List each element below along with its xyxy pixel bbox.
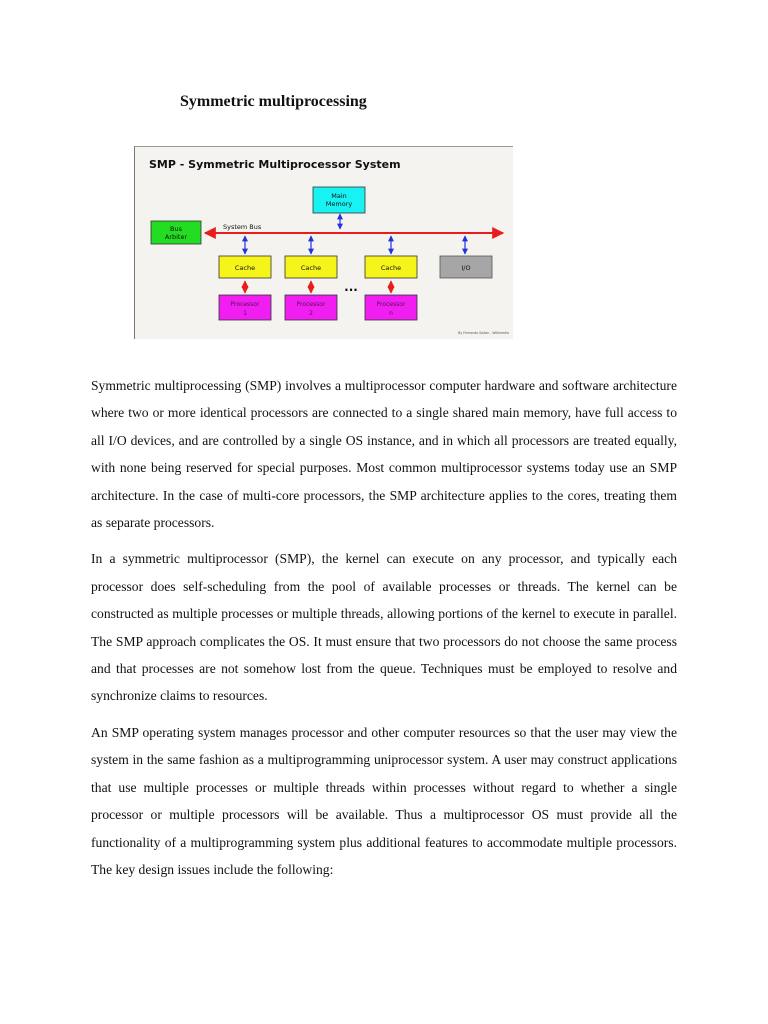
io-label: I/O: [461, 264, 471, 272]
processor-2-number: 2: [309, 310, 313, 317]
main-memory-label-2: Memory: [325, 200, 353, 208]
processor-ellipsis: ...: [344, 280, 358, 294]
diagram-credit: By Fernando Soltan - Wikimedia: [458, 331, 509, 335]
diagram-title: SMP - Symmetric Multiprocessor System: [149, 158, 401, 171]
cache-n-label: Cache: [380, 264, 402, 272]
main-memory-label-1: Main: [331, 192, 347, 200]
cache-1-label: Cache: [234, 264, 256, 272]
bus-arbiter-label-1: Bus: [170, 225, 182, 233]
cache-2-label: Cache: [300, 264, 322, 272]
processor-1-label: Processor: [230, 301, 260, 308]
body-text: [91, 372, 677, 892]
processor-1-number: 1: [243, 310, 247, 317]
bus-arbiter-label-2: Arbiter: [164, 233, 188, 241]
paragraph-3: An SMP operating system manages processor and other computer resources so that the user may view the system in the same fashion as a multiprogramming uniprocessor system. A user may construct applications that use multiple processes or multiple threads within processes without regard to whether a single processor or multiple processors will be available. Thus a multiprocessor OS must provide all the functionality of a multiprogramming system plus additional features to accommodate multiple processors. The key design issues include the following:: [91, 724, 677, 877]
paragraph-2: In a symmetric multiprocessor (SMP), the kernel can execute on any processor, and typically each processor does self-scheduling from the pool of available processes or threads. The kernel can be constructed as multiple processes or multiple threads, allowing portions of the kernel to execute in parallel. The SMP approach complicates the OS. It must ensure that two processors do not choose the same process and that processes are not somehow lost from the queue. Techniques must be employed to resolve and synchronize claims to resources.: [91, 551, 677, 704]
page-title: Symmetric multiprocessing: [180, 93, 367, 110]
smp-diagram: [134, 146, 513, 339]
paragraph-1: Symmetric multiprocessing (SMP) involves a multiprocessor computer hardware and software architecture where two or more identical processors are connected to a single shared main memory, have full access to all I/O devices, and are controlled by a single OS instance, and in which all processors are treated equally, with none being reserved for special purposes. Most common multiprocessor systems today use an SMP architecture. In the case of multi-core processors, the SMP architecture applies to the cores, treating them as separate processors.: [91, 378, 677, 531]
processor-n-number: n: [389, 310, 393, 317]
system-bus-label: System Bus: [223, 223, 262, 231]
smp-diagram-svg: [135, 147, 513, 339]
processor-n-label: Processor: [376, 301, 406, 308]
processor-2-label: Processor: [296, 301, 326, 308]
